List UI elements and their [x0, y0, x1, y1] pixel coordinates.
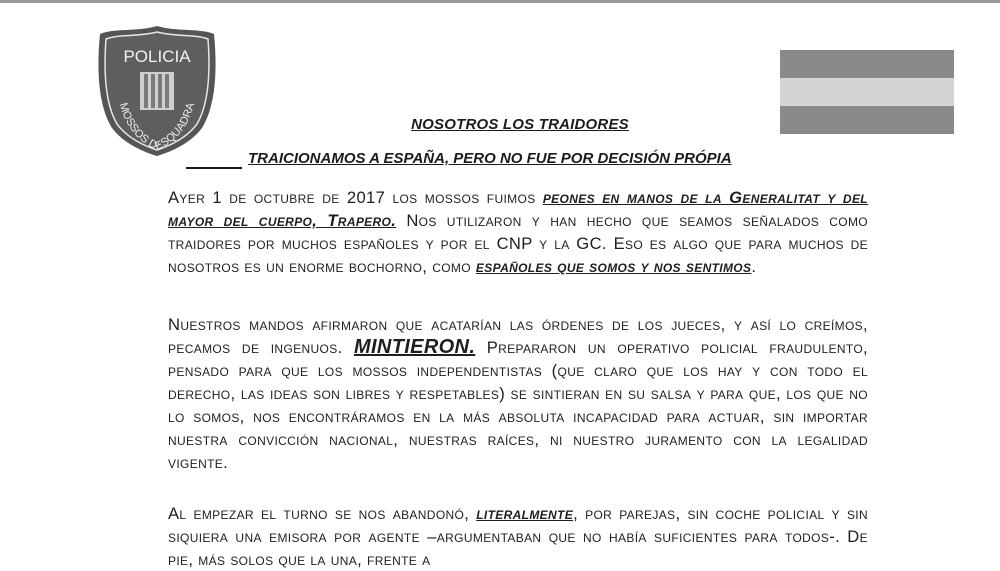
paragraph-1 — [168, 186, 868, 278]
p1-text-a: Ayer 1 de octubre de 2017 los mossos fuimos — [168, 188, 543, 207]
p2-text-c: Prepararon un operativo policial fraudulento, pensado para que los mossos independentistas (que claro que los hay y con todo el derecho, las ideas son libres y respetables) se sintieran en su salsa y para que, los que no lo somos, nos encontráramos en la más absoluta incapacidad para actuar, sin importar nuestra convicción nacional, nuestras raíces, ni nuestro juramento con la legalidad vigente. — [168, 338, 868, 472]
subtitle-row — [186, 150, 846, 174]
p1-emphasis-peones: peones en manos de la Generalitat y del mayor del cuerpo, Trapero. — [168, 188, 868, 230]
p2-emphasis-mintieron: MINTIERON. — [353, 336, 476, 358]
document-subtitle: TRAICIONAMOS A ESPAÑA, PERO NO FUE POR DECISIÓN PRÓPIA — [248, 150, 732, 167]
document-title: NOSOTROS LOS TRAIDORES — [411, 116, 629, 133]
flag-stripe-middle — [780, 78, 954, 106]
badge-arc-text: MOSSOS D'ESQUADRA — [116, 101, 198, 153]
p1-text-c: Nos utilizaron y han hecho que seamos señalados como traidores por muchos españoles y por el CNP y la GC. Eso es algo que para muchos de nosotros es un enorme bochorno, como — [168, 211, 868, 276]
badge-top-text: POLICIA — [123, 47, 191, 66]
top-border — [0, 0, 1000, 3]
p1-text-e: . — [751, 257, 757, 276]
mossos-badge-logo — [96, 24, 218, 158]
p2-text-a: Nuestros mandos afirmaron que acatarían las órdenes de los jueces, y así lo creímos, pecamos de ingenuos. — [168, 315, 868, 357]
p3-text-a: Al empezar el turno se nos abandonó, — [168, 504, 477, 523]
flag-stripe-top — [780, 50, 954, 78]
p3-emphasis-literalmente: literalmente — [476, 504, 574, 523]
paragraph-3 — [168, 502, 868, 571]
subtitle-leader-line — [186, 167, 242, 169]
p1-emphasis-espanoles: españoles que somos y nos sentimos — [475, 257, 752, 276]
paragraph-2 — [168, 313, 868, 474]
p3-text-c: , por parejas, sin coche policial y sin siquiera una emisora por agente –argumentaban que no había suficientes para todos-. De pie, más solos que la una, frente a — [168, 504, 868, 569]
